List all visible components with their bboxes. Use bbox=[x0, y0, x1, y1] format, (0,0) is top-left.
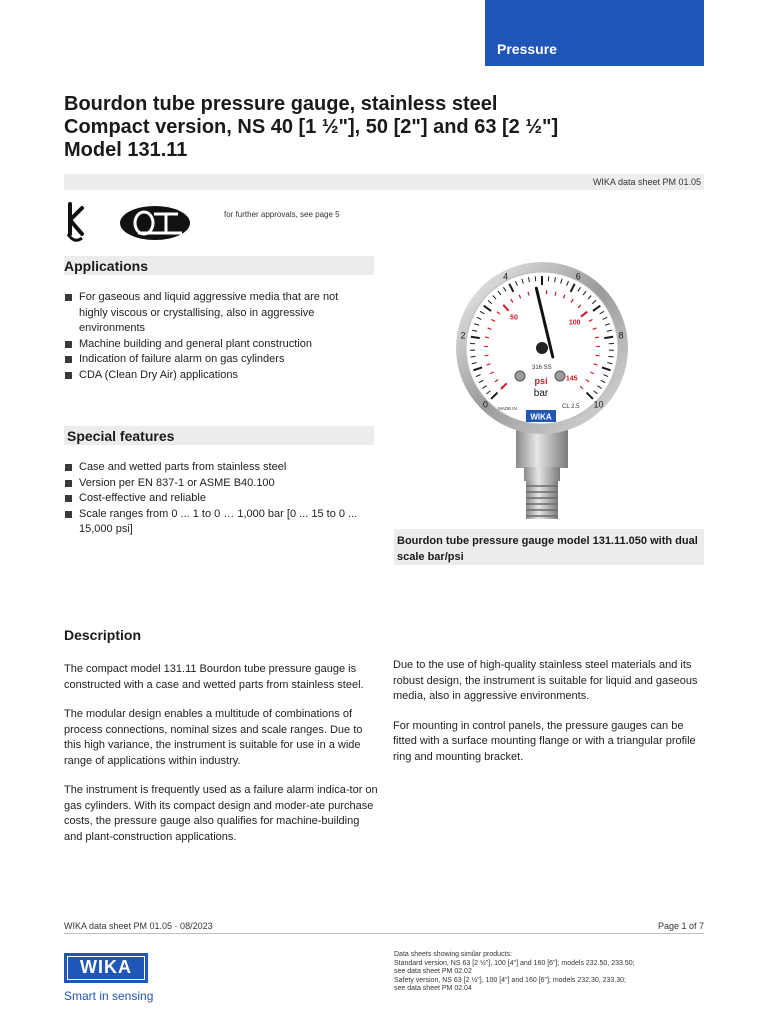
bar-scale-tick bbox=[471, 356, 476, 357]
bar-scale-tick bbox=[471, 337, 480, 338]
figure-caption: Bourdon tube pressure gauge model 131.11.050 with dual scale bar/psi bbox=[394, 529, 704, 565]
description-paragraph: For mounting in control panels, the pressure gauges can be fitted with a surface mounting flange or with a triangular profile ring and mounting bracket. bbox=[393, 719, 696, 763]
footer-datasheet-ref: WIKA data sheet PM 01.05 · 08/2023 bbox=[64, 921, 213, 931]
gauge-material: 316 SS bbox=[532, 365, 552, 371]
tagline: Smart in sensing bbox=[64, 989, 154, 1003]
psi-scale-tick bbox=[595, 337, 599, 338]
gauge-hex bbox=[524, 467, 560, 481]
bar-scale-label: 10 bbox=[593, 399, 604, 410]
category-tab bbox=[485, 0, 704, 66]
gauge-screw-right bbox=[555, 371, 565, 381]
page-number: Page 1 of 7 bbox=[657, 921, 704, 931]
similar-line: Data sheets showing similar products: bbox=[394, 951, 512, 958]
description-paragraph: The instrument is frequently used as a failure alarm indica-tor on gas cylinders. With its compact design and moder-ate purchase costs, the pressure gauge also qualifies for machine-building and plant-construction applications. bbox=[64, 784, 378, 843]
gauge-pivot bbox=[536, 342, 548, 354]
list-item: For gaseous and liquid aggressive media that are not highly viscous or crystallising, also in aggressive environments bbox=[64, 290, 364, 337]
psi-scale-label: 145 bbox=[565, 375, 578, 383]
datasheet-ref: WIKA data sheet PM 01.05 bbox=[592, 177, 701, 187]
list-item: Version per EN 837-1 or ASME B40.100 bbox=[64, 476, 364, 492]
gauge-maker: WIKA bbox=[530, 412, 552, 422]
title-line-1: Bourdon tube pressure gauge, stainless steel bbox=[64, 93, 498, 115]
bar-scale-label: 6 bbox=[575, 271, 581, 282]
bar-scale-label: 0 bbox=[482, 399, 488, 410]
similar-line: see data sheet PM 02.02 bbox=[394, 968, 472, 975]
list-item: Scale ranges from 0 ... 1 to 0 … 1,000 bar [0 ... 15 to 0 ... 15,000 psi] bbox=[64, 507, 364, 538]
description-left-column bbox=[64, 662, 379, 859]
similar-line: Safety version, NS 63 [2 ½"], 100 [4"] and 160 [6"]; models 232.30, 233.30; bbox=[394, 976, 626, 984]
list-item: Machine building and general plant construction bbox=[64, 337, 364, 353]
special-features-heading: Special features bbox=[67, 428, 175, 444]
title-line-2: Compact version, NS 40 [1 ½"], 50 [2"] and 63 [2 ½"] bbox=[64, 116, 559, 138]
description-right-column bbox=[393, 658, 708, 779]
description-heading: Description bbox=[64, 627, 142, 643]
gauge-accuracy: CL 2.5 bbox=[562, 404, 580, 410]
wika-logo bbox=[64, 953, 148, 983]
psi-scale-tick bbox=[596, 355, 600, 356]
gauge-unit-bar: bar bbox=[533, 388, 549, 399]
similar-line: see data sheet PM 02.04 bbox=[394, 985, 472, 992]
gauge-screw-left bbox=[515, 371, 525, 381]
gauge-thread bbox=[526, 481, 558, 519]
psi-scale-tick bbox=[485, 337, 489, 338]
bar-scale-label: 4 bbox=[503, 271, 509, 282]
pressure-gauge-image bbox=[448, 262, 640, 526]
psi-scale-label: 50 bbox=[510, 314, 518, 322]
gauge-country: MADE IN bbox=[498, 406, 517, 411]
list-item: Cost-effective and reliable bbox=[64, 491, 364, 507]
approvals-note: for further approvals, see page 5 bbox=[224, 210, 340, 219]
list-item: CDA (Clean Dry Air) applications bbox=[64, 368, 364, 384]
category-tab-label: Pressure bbox=[497, 41, 557, 57]
bar-scale-label: 2 bbox=[460, 330, 466, 341]
gauge-unit-psi: psi bbox=[534, 376, 548, 386]
document-title bbox=[64, 93, 558, 162]
similar-line: Standard version, NS 63 [2 ½"], 100 [4"] and 160 [6"]; models 232.50, 233.50; bbox=[394, 959, 635, 967]
description-paragraph: The modular design enables a multitude of combinations of process connections, nominal sizes and scale ranges. Due to this high variance, the instrument is suitable for use in a wide range of applications within industry. bbox=[64, 708, 363, 767]
title-line-3: Model 131.11 bbox=[64, 139, 188, 161]
list-item: Case and wetted parts from stainless steel bbox=[64, 460, 364, 476]
special-features-list bbox=[64, 460, 364, 538]
gauge-socket bbox=[516, 430, 568, 468]
psi-scale-tick bbox=[485, 355, 489, 356]
applications-list bbox=[64, 290, 364, 383]
description-paragraph: The compact model 131.11 Bourdon tube pressure gauge is constructed with a case and wetted parts from stainless steel. bbox=[64, 663, 364, 691]
psi-scale-label: 100 bbox=[568, 319, 581, 327]
bar-scale-tick bbox=[604, 337, 613, 338]
description-paragraph: Due to the use of high-quality stainless steel materials and its robust design, the instrument is suitable for liquid and gaseous media, also in aggressive environments. bbox=[393, 659, 698, 702]
bar-scale-label: 8 bbox=[618, 330, 624, 341]
approval-logo-ot bbox=[118, 204, 192, 242]
wika-logo-text: WIKA bbox=[67, 956, 145, 980]
bar-scale-tick bbox=[608, 356, 613, 357]
applications-heading: Applications bbox=[64, 258, 149, 274]
list-item: Indication of failure alarm on gas cylinders bbox=[64, 352, 364, 368]
footer-divider bbox=[64, 933, 704, 934]
similar-products-note bbox=[394, 951, 704, 994]
approval-logo-kazakhstan bbox=[64, 200, 90, 246]
